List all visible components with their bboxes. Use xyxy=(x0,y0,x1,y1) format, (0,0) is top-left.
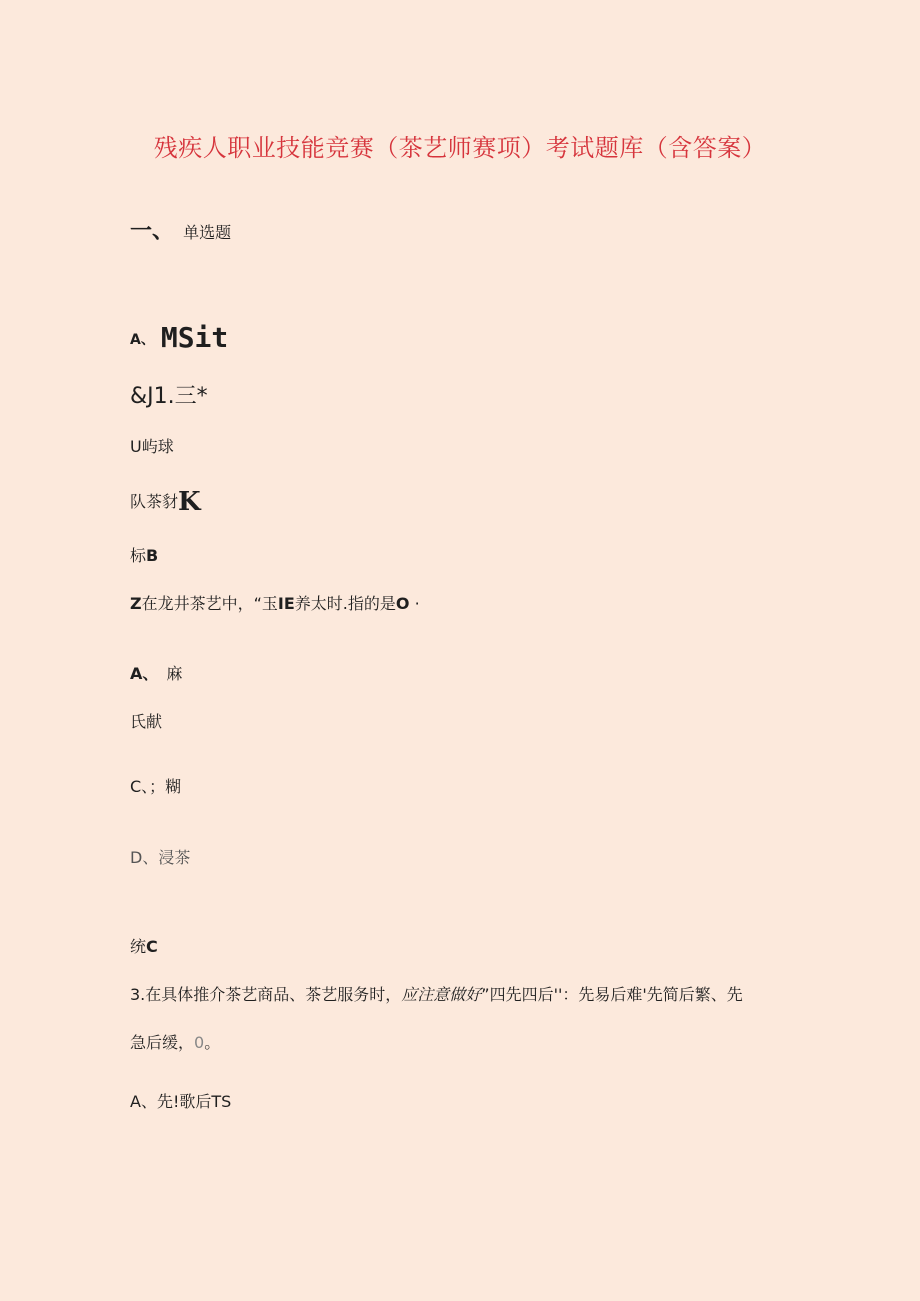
q1-line-4 xyxy=(130,487,201,517)
q3-line-1-italic: 应注意做好 xyxy=(401,985,482,1004)
q2-option-d: D、浸茶 xyxy=(130,848,191,867)
document-title: 残疾人职业技能竞赛（茶艺师赛项）考试题库（含答案） xyxy=(153,134,767,162)
q1-line-4-big: K xyxy=(178,487,201,517)
section-heading xyxy=(130,219,232,244)
q2-option-c: C、；糊 xyxy=(130,777,182,796)
q3-question-line-2 xyxy=(130,1033,220,1053)
q3-question-line-1 xyxy=(130,985,743,1005)
q1-line-2: &J1.三* xyxy=(130,384,208,409)
q1-option-a-text: MSit xyxy=(160,321,229,354)
q1-option-a xyxy=(130,321,229,354)
q2-option-a-text: 麻 xyxy=(166,664,183,683)
q3-option-a: A、先!歌后TS xyxy=(130,1092,232,1111)
q1-option-a-prefix: A、 xyxy=(130,332,155,348)
section-number: 一、 xyxy=(130,219,175,244)
q3-line-1-start: 3.在具体推介茶艺商品、茶艺服务时， xyxy=(130,985,402,1004)
q3-line-2-grey: 0 xyxy=(194,1033,205,1052)
q1-line-4-text: 队茶豺 xyxy=(130,492,179,511)
q2-option-b: 氏献 xyxy=(130,712,163,731)
q2-answer-value: C xyxy=(146,937,158,956)
q1-answer-value: B xyxy=(146,546,159,565)
q2-text: 在龙井茶艺中，“玉 xyxy=(141,594,278,613)
q2-option-a-prefix: A、 xyxy=(130,664,159,683)
q1-answer xyxy=(130,546,158,566)
q2-bold-end: O xyxy=(395,594,410,613)
q1-answer-prefix: 标 xyxy=(130,546,147,565)
q1-line-3: U屿球 xyxy=(130,437,174,456)
q2-answer xyxy=(130,937,158,957)
q2-text-2: 养太时.指的是 xyxy=(294,594,396,613)
q3-line-1-end: ”四先四后''：先易后难'先简后繁、先 xyxy=(481,985,743,1004)
q2-prefix: Z xyxy=(130,594,142,613)
q2-answer-prefix: 统 xyxy=(130,937,147,956)
q2-tail: · xyxy=(409,594,420,613)
q2-bold-mid: IE xyxy=(277,594,295,613)
q3-line-2-end: 。 xyxy=(204,1033,221,1052)
section-label: 单选题 xyxy=(183,223,232,242)
q2-option-a xyxy=(130,664,182,684)
q2-question xyxy=(130,594,420,614)
q3-line-2-start: 急后缓， xyxy=(130,1033,195,1052)
